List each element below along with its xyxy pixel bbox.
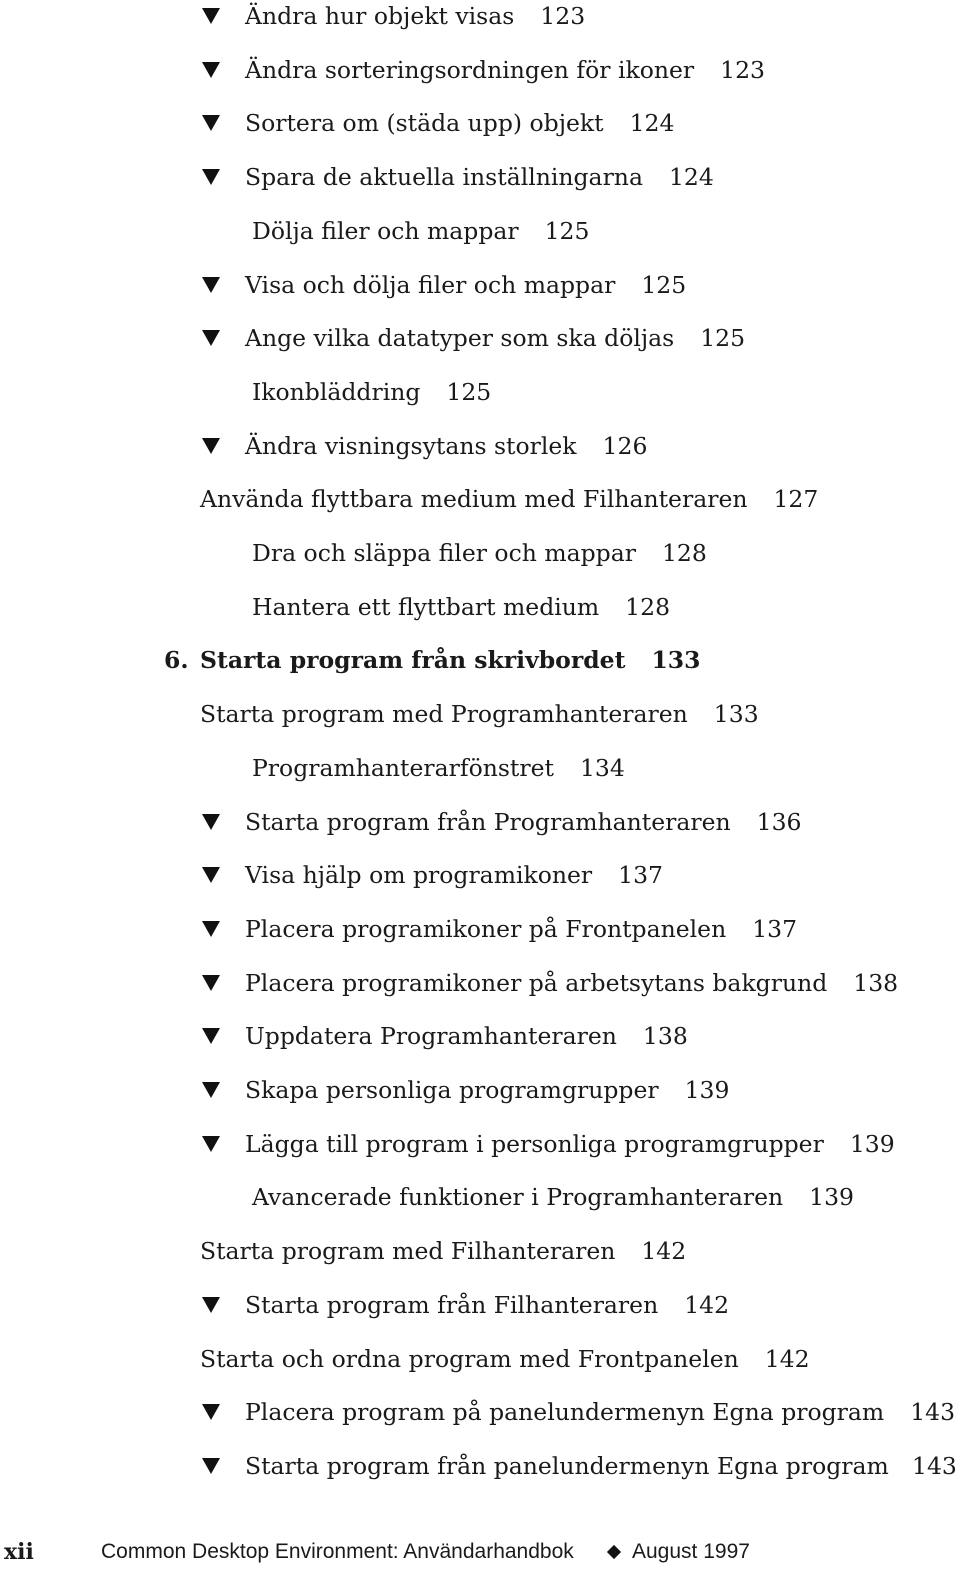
toc-entry-title: Visa och dölja filer och mappar xyxy=(245,270,616,299)
triangle-bullet-icon xyxy=(202,814,220,830)
toc-entry-page: 142 xyxy=(641,1237,687,1266)
toc-entry-page: 139 xyxy=(849,1129,895,1158)
toc-entry-title: Dra och släppa filer och mappar xyxy=(252,539,636,567)
toc-entry-page: 124 xyxy=(668,163,714,192)
toc-entry-title: Starta program med Programhanteraren xyxy=(200,700,688,729)
toc-entry-title: Ändra visningsytans storlek xyxy=(245,431,577,460)
toc-entry-page: 127 xyxy=(773,485,819,514)
toc-entry-title: Sortera om (städa upp) objekt xyxy=(245,109,604,138)
toc-entry-page: 138 xyxy=(853,968,899,997)
toc-entry-page: 134 xyxy=(579,753,625,782)
toc-entry-page: 143 xyxy=(910,1398,956,1427)
toc-entry-title: Starta program från skrivbordet xyxy=(200,646,626,675)
triangle-bullet-icon xyxy=(202,8,220,24)
toc-entry-page: 143 xyxy=(912,1451,957,1480)
toc-entry-page: 139 xyxy=(684,1076,730,1104)
triangle-bullet-icon xyxy=(202,867,220,883)
triangle-bullet-icon xyxy=(202,921,220,937)
chapter-number: 6. xyxy=(164,646,189,675)
triangle-bullet-icon xyxy=(202,330,220,346)
toc-entry-title: Starta program från Programhanteraren xyxy=(245,807,731,836)
toc-entry-page: 126 xyxy=(602,431,648,460)
triangle-bullet-icon xyxy=(202,1028,220,1044)
toc-entry-title: Ange vilka datatyper som ska döljas xyxy=(245,324,675,353)
toc-entry-page: 133 xyxy=(651,646,701,675)
toc-entry-title: Lägga till program i personliga programgrupper xyxy=(245,1129,824,1158)
triangle-bullet-icon xyxy=(202,438,220,454)
toc-entry-page: 128 xyxy=(661,539,707,567)
toc-entry-page: 137 xyxy=(752,914,798,943)
triangle-bullet-icon xyxy=(202,169,220,185)
toc-entry-title: Starta och ordna program med Frontpanelen xyxy=(200,1344,739,1373)
toc-entry-page: 125 xyxy=(700,324,746,353)
toc-entry-title: Ikonbläddring xyxy=(252,377,421,406)
triangle-bullet-icon xyxy=(202,975,220,991)
toc-entry-title: Skapa personliga programgrupper xyxy=(245,1076,659,1104)
toc-entry-title: Placera programikoner på arbetsytans bakgrund xyxy=(245,968,828,997)
toc-entry-page: 123 xyxy=(540,2,586,30)
triangle-bullet-icon xyxy=(202,277,220,293)
toc-entry-page: 139 xyxy=(809,1183,854,1212)
toc-entry-page: 123 xyxy=(720,55,765,84)
toc-entry-title: Använda flyttbara medium med Filhanteraren xyxy=(200,485,748,514)
toc-entry-title: Starta program med Filhanteraren xyxy=(200,1237,616,1266)
toc-entry-page: 142 xyxy=(684,1290,730,1319)
toc-entry-title: Dölja filer och mappar xyxy=(252,216,519,245)
triangle-bullet-icon xyxy=(202,1082,220,1098)
toc-entry-title: Placera programikoner på Frontpanelen xyxy=(245,914,727,943)
toc-entry-page: 136 xyxy=(756,807,802,836)
triangle-bullet-icon xyxy=(202,62,220,78)
book-title: Common Desktop Environment: Användarhandbok xyxy=(101,1540,574,1563)
toc-entry-page: 124 xyxy=(629,109,675,138)
toc-entry-title: Spara de aktuella inställningarna xyxy=(245,163,643,192)
toc-entry-title: Hantera ett flyttbart medium xyxy=(252,592,600,621)
toc-entry-title: Uppdatera Programhanteraren xyxy=(245,1022,617,1051)
triangle-bullet-icon xyxy=(202,1136,220,1152)
toc-entry-title: Placera program på panelundermenyn Egna program xyxy=(245,1398,885,1427)
triangle-bullet-icon xyxy=(202,1458,220,1474)
triangle-bullet-icon xyxy=(202,1297,220,1313)
page-number: xii xyxy=(4,1539,34,1565)
toc-entry-title: Avancerade funktioner i Programhanteraren xyxy=(252,1183,784,1212)
toc-entry-title: Programhanterarfönstret xyxy=(252,753,554,782)
toc-entry-page: 138 xyxy=(642,1022,688,1051)
toc-entry-title: Starta program från panelundermenyn Egna program xyxy=(245,1451,889,1480)
diamond-separator-icon xyxy=(607,1545,621,1559)
toc-entry-page: 125 xyxy=(641,270,687,299)
page-footer xyxy=(0,1536,960,1568)
triangle-bullet-icon xyxy=(202,1404,220,1420)
toc-entry-page: 128 xyxy=(625,592,671,621)
publication-date: August 1997 xyxy=(632,1540,750,1563)
toc-entry-page: 137 xyxy=(618,861,663,890)
triangle-bullet-icon xyxy=(202,115,220,131)
toc-entry-page: 142 xyxy=(764,1344,810,1373)
toc-entry-title: Starta program från Filhanteraren xyxy=(245,1290,659,1319)
toc-entry-title: Ändra hur objekt visas xyxy=(245,2,515,30)
toc-entry-page: 125 xyxy=(544,216,590,245)
toc-entry-title: Visa hjälp om programikoner xyxy=(245,861,593,890)
toc-entry-page: 133 xyxy=(713,700,759,729)
toc-entry-title: Ändra sorteringsordningen för ikoner xyxy=(245,55,695,84)
toc-entry-page: 125 xyxy=(446,377,492,406)
